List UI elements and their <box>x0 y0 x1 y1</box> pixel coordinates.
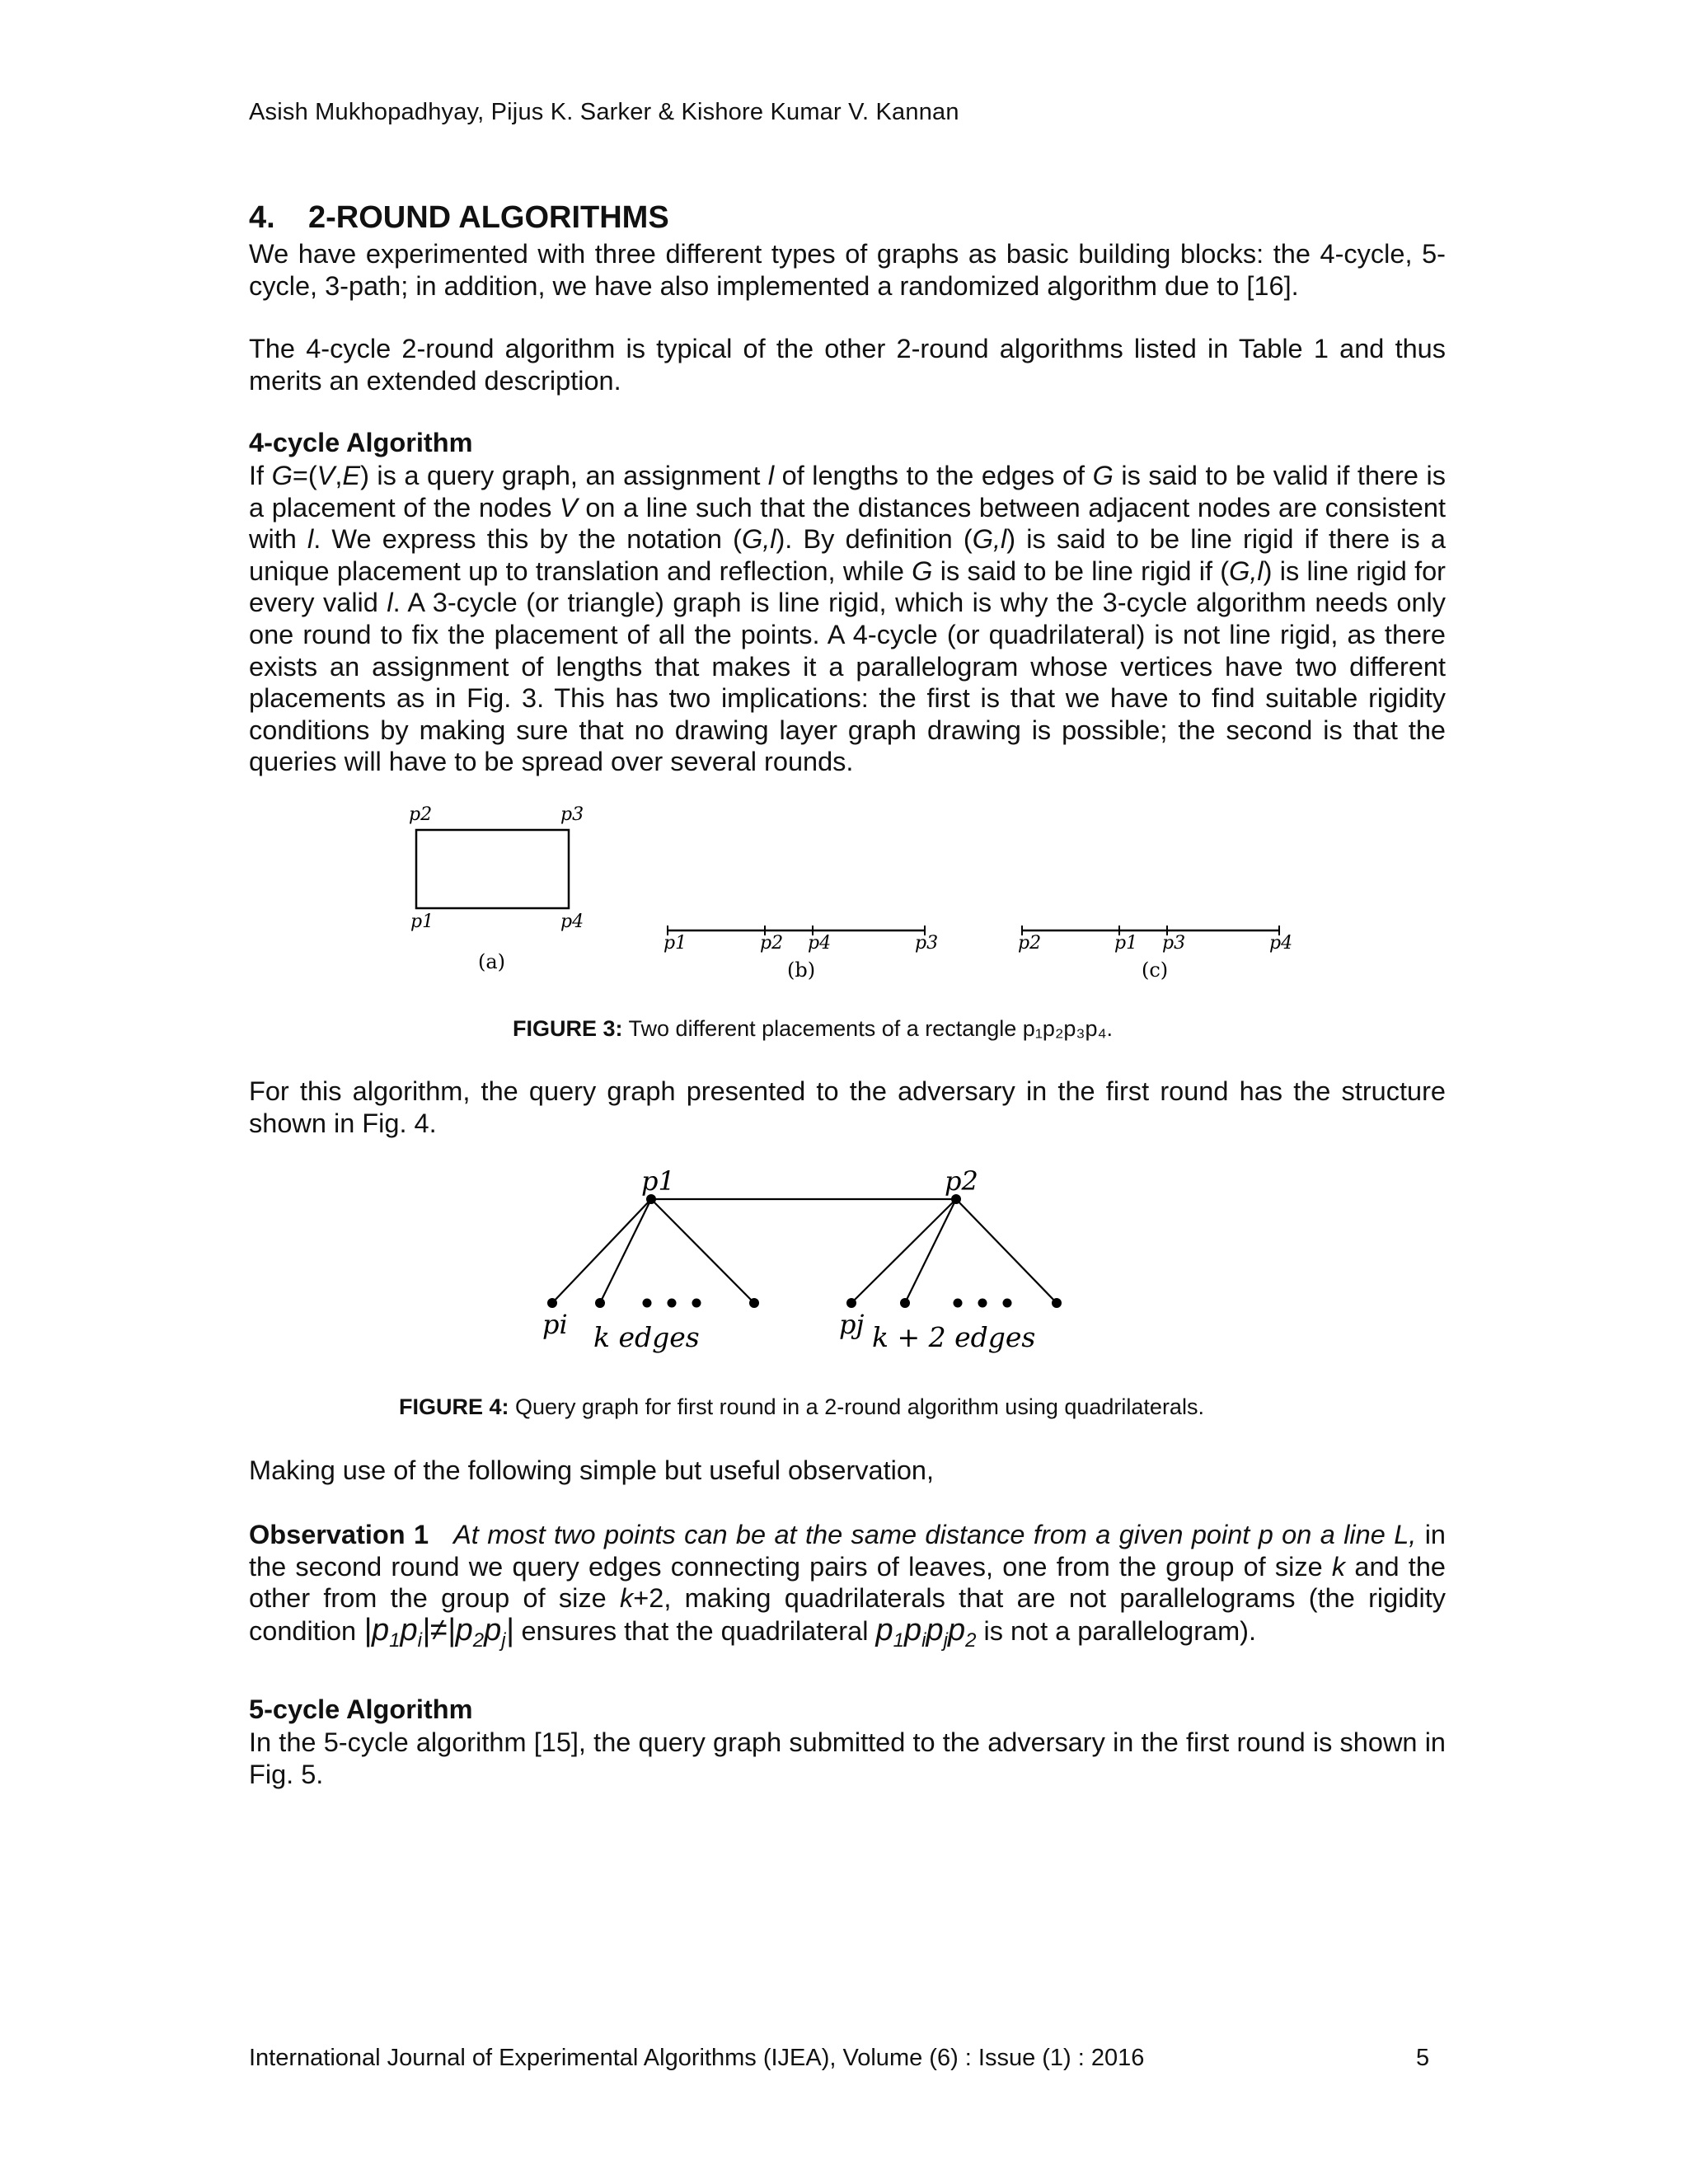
ellipsis-dot <box>954 1299 963 1308</box>
text-run: . We express this by the notation ( <box>313 524 742 555</box>
text-run: is not a parallelogram). <box>976 1615 1257 1646</box>
ellipsis-dot <box>978 1299 987 1308</box>
intro-paragraph-1: We have experimented with three different types of graphs as basic building blocks: the 4-cycle, 5-cycle, 3-path; in addition, we have also implemented a randomized algorithm due to [16]. <box>249 239 1446 301</box>
label-pi: pi <box>542 1309 568 1340</box>
observation-label: Observation 1 <box>249 1520 429 1549</box>
math-symbol: k <box>620 1583 634 1614</box>
ellipsis-dot <box>1003 1299 1012 1308</box>
math-symbol: G,l <box>741 524 776 555</box>
five-cycle-paragraph: In the 5-cycle algorithm [15], the query graph submitted to the adversary in the first round is shown in Fig. 5. <box>249 1727 1446 1789</box>
math-symbol: G <box>1092 461 1114 490</box>
fig4-intro-paragraph: For this algorithm, the query graph presented to the adversary in the first round has the structure shown in Fig. 4. <box>249 1076 1446 1138</box>
section-title: 2-ROUND ALGORITHMS <box>308 200 669 235</box>
observation-paragraph <box>249 1519 1446 1657</box>
text-run: =( <box>292 461 317 490</box>
observation-statement: At most two points can be at the same distance from a given point p on a line L, <box>453 1520 1417 1549</box>
page-number: 5 <box>1416 2045 1430 2071</box>
text-run: in the second round we query edges connecting pairs of leaves, one from the group of size <box>249 1520 1446 1582</box>
text-run: is said to be line rigid if ( <box>932 555 1230 586</box>
math-symbol: l <box>767 461 775 490</box>
label-c-3: p4 <box>1269 933 1293 954</box>
node-leaf <box>749 1298 759 1308</box>
running-header: Asish Mukhopadhyay, Pijus K. Sarker & Kishore Kumar V. Kannan <box>249 99 959 125</box>
tag-c: (c) <box>1142 958 1169 982</box>
four-cycle-heading: 4-cycle Algorithm <box>249 428 473 457</box>
text-run: , <box>335 461 343 490</box>
quadrilateral-formula: $p_1p_ip_jp_2$ <box>875 1612 977 1652</box>
edge-p1-leaf3 <box>651 1199 754 1303</box>
node-leaf <box>595 1298 605 1308</box>
tag-b: (b) <box>787 958 816 982</box>
label-p2: p2 <box>945 1165 978 1197</box>
figure-4 <box>528 1160 1088 1371</box>
label-p3-a: p3 <box>560 804 584 825</box>
journal-footer: International Journal of Experimental Algorithms (IJEA), Volume (6) : Issue (1) : 2016 <box>249 2045 1145 2071</box>
math-symbol: G,l <box>972 524 1007 555</box>
section-number: 4. <box>249 200 275 235</box>
observation-intro-paragraph: Making use of the following simple but useful observation, <box>249 1455 935 1485</box>
text-run: ) is said to be line rigid if there is a unique placement up to translation and reflection, while <box>249 524 1446 586</box>
caption-text: Two different placements of a rectangle p₁p₂p₃p₄. <box>622 1016 1113 1041</box>
math-symbol: V <box>316 461 335 490</box>
math-symbol: V <box>560 492 578 523</box>
edge-p1-leaf2 <box>600 1199 651 1303</box>
label-c-2: p3 <box>1162 933 1186 954</box>
math-symbol: G,l <box>1229 555 1264 586</box>
text-run: and the other from the group of size <box>249 1551 1446 1614</box>
text-run: of lengths to the edges of <box>774 461 1093 490</box>
four-cycle-paragraph <box>249 460 1446 778</box>
math-symbol: l <box>387 588 393 618</box>
text-run: . A 3-cycle (or triangle) graph is line rigid, which is why the 3-cycle algorithm needs only one round to fix the placement of all the points. A 4-cycle (or quadrilateral) is not line rigid, as there exists an assignment of lengths that makes it a parallelogram whose vertices have two different placements as in Fig. 3. This has two implications: the first is that we have to find suitable rigidity conditions by making sure that no drawing layer graph drawing is possible; the second is that the queries will have to be spread over several rounds. <box>249 588 1446 777</box>
tag-a: (a) <box>478 950 506 973</box>
label-b-0: p1 <box>663 933 687 954</box>
label-p1: p1 <box>641 1165 675 1197</box>
label-c-1: p1 <box>1114 933 1138 954</box>
text-run: +2, making quadrilaterals that are not parallelograms (the rigidity condition <box>249 1583 1446 1646</box>
caption-label: FIGURE 3: <box>513 1016 623 1041</box>
math-symbol: k <box>1331 1551 1346 1582</box>
edge-p2-leaf3 <box>956 1199 1057 1303</box>
five-cycle-heading: 5-cycle Algorithm <box>249 1694 473 1724</box>
ellipsis-dot <box>668 1299 677 1308</box>
text-run: on a line such that the distances between adjacent nodes are consistent with <box>249 492 1446 555</box>
rigidity-condition-formula: $|p_1p_i|\ne|p_2p_j|$ <box>363 1612 514 1652</box>
ellipsis-dot <box>643 1299 652 1308</box>
label-p4-a: p4 <box>560 912 584 932</box>
label-p1-a: p1 <box>410 912 434 932</box>
figure-3-caption <box>513 1016 1113 1042</box>
text-run: If <box>249 461 272 490</box>
label-b-2: p4 <box>808 933 832 954</box>
math-symbol: E <box>342 461 361 490</box>
label-p2-a: p2 <box>409 804 433 825</box>
text-run: ) is line rigid for every valid <box>249 555 1446 618</box>
label-k-edges: k edges <box>593 1321 700 1353</box>
edge-p2-leaf2 <box>905 1199 956 1303</box>
node-leaf <box>1052 1298 1062 1308</box>
section-heading <box>249 200 669 236</box>
intro-paragraph-2: The 4-cycle 2-round algorithm is typical of the other 2-round algorithms listed in Table 1 and thus merits an extended description. <box>249 334 1446 396</box>
label-b-3: p3 <box>915 933 939 954</box>
label-c-0: p2 <box>1018 933 1042 954</box>
caption-label: FIGURE 4: <box>399 1394 509 1419</box>
text-run: ) is a query graph, an assignment <box>360 461 768 490</box>
text-run: ensures that the quadrilateral <box>513 1615 876 1646</box>
node-pj <box>846 1298 856 1308</box>
figure-3 <box>404 804 1302 1005</box>
math-symbol: G <box>912 555 933 586</box>
label-k2-edges: k + 2 edges <box>872 1321 1036 1353</box>
math-symbol: l <box>307 524 314 555</box>
figure-4-caption <box>399 1394 1204 1420</box>
edge-p1-pi <box>552 1199 651 1303</box>
math-symbol: G <box>271 461 293 490</box>
node-leaf <box>900 1298 910 1308</box>
edge-p2-pj <box>851 1199 956 1303</box>
label-pj: pj <box>839 1309 865 1340</box>
text-run: ). By definition ( <box>776 524 973 555</box>
label-b-1: p2 <box>760 933 784 954</box>
ellipsis-dot <box>692 1299 701 1308</box>
node-pi <box>547 1298 557 1308</box>
caption-text: Query graph for first round in a 2-round algorithm using quadrilaterals. <box>509 1394 1204 1419</box>
text-run: is said to be valid if there is a placement of the nodes <box>249 461 1446 523</box>
